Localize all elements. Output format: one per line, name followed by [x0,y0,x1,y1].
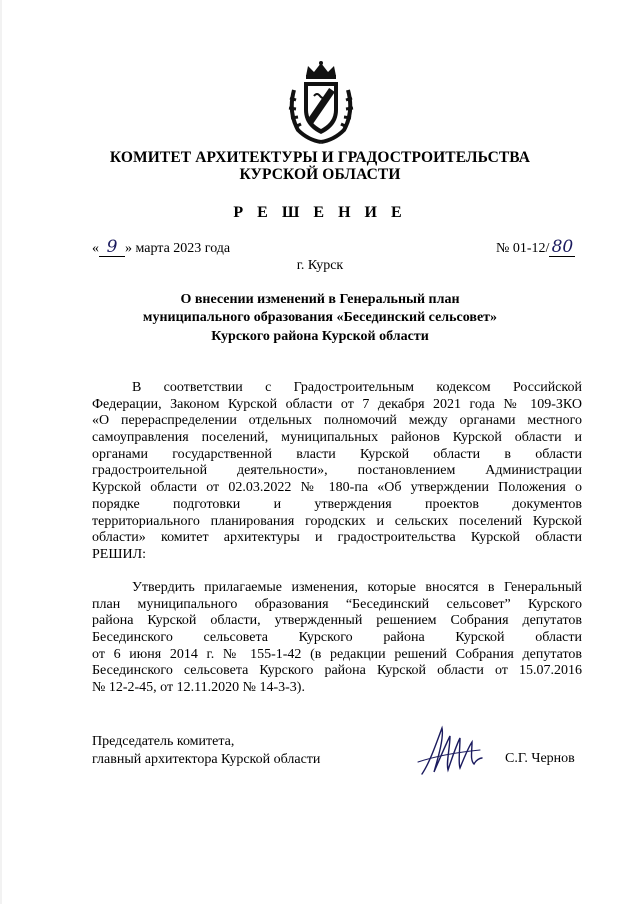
subject-line2: муниципального образования «Бесединский сельсовет» [142,310,498,325]
paragraph-line: РЕШИЛ: [92,546,146,562]
date-day-underline [99,237,125,257]
coat-of-arms-icon [284,60,358,144]
signatory-title-line1: Председатель комитета, [92,734,235,749]
document-number [496,237,575,257]
handwritten-signature-icon [416,722,484,780]
paragraph-line: градостроительной деятельности», постановлением Администрации [92,463,582,479]
paragraph-line: Бесединского сельсовета Курского района Курской области [92,630,582,646]
subject-line1: О внесении изменений в Генеральный план [180,292,460,307]
subject-line3: Курского района Курской области [211,329,429,344]
paragraph-line: порядке подготовки и утверждения проектов документов [92,496,582,512]
paragraph-line: от 6 июня 2014 г. № 155-1-42 (в редакции решений Собрания депутатов [92,646,582,662]
date-day-handwritten: 9 [106,237,118,257]
paragraph-line: Курской области от 02.03.2022 № 180-па «Об утверждении Положения о [92,480,582,496]
org-name-line2: КУРСКОЙ ОБЛАСТИ [239,166,401,183]
paragraph-line: самоуправления поселений, муниципальных районов Курской области и [92,430,582,446]
number-underline [549,237,575,257]
paragraph-line: органами государственной власти Курской области в области [92,446,582,462]
paragraph-line: Федерации, Законом Курской области от 7 декабря 2021 года № 109-ЗКО [92,396,582,412]
number-prefix: № 01-12/ [496,241,550,256]
document-city: г. Курск [296,258,344,273]
date-rest: » марта 2023 года [125,241,231,256]
date-open-quote: « [92,241,99,256]
signatory-title [92,733,320,769]
paragraph-line: «О перераспределении отдельных полномочий между органами местного [92,413,582,429]
paragraph-line: области» комитет архитектуры и градостроительства Курской области [92,530,582,546]
paragraph-line: района Курской области, утвержденный решением Собрания депутатов [92,613,582,629]
paragraph-line: Бесединского сельсовета Курского района Курской области от 15.07.2016 [92,663,582,679]
signatory-name: С.Г. Чернов [505,751,575,766]
paragraph-line: В соответствии с Градостроительным кодексом Российской [132,380,582,395]
paragraph-2 [92,580,582,697]
org-name-line1: КОМИТЕТ АРХИТЕКТУРЫ И ГРАДОСТРОИТЕЛЬСТВА [109,149,531,166]
paragraph-line: территориального планирования городских и сельских поселений Курской [92,513,582,529]
paragraph-line: план муниципального образования “Бесединский сельсовет” Курского [92,596,582,612]
document-date [92,237,231,257]
document-type: Р Е Ш Е Н И Е [233,204,407,221]
paragraph-line: Утвердить прилагаемые изменения, которые вносятся в Генеральный [132,580,582,595]
paragraph-1 [92,380,582,564]
number-handwritten: 80 [551,237,574,257]
signatory-title-line2: главный архитектора Курской области [92,752,321,767]
scan-edge [0,0,2,904]
paragraph-line: № 12-2-45, от 12.11.2020 № 14-3-3). [92,680,305,696]
